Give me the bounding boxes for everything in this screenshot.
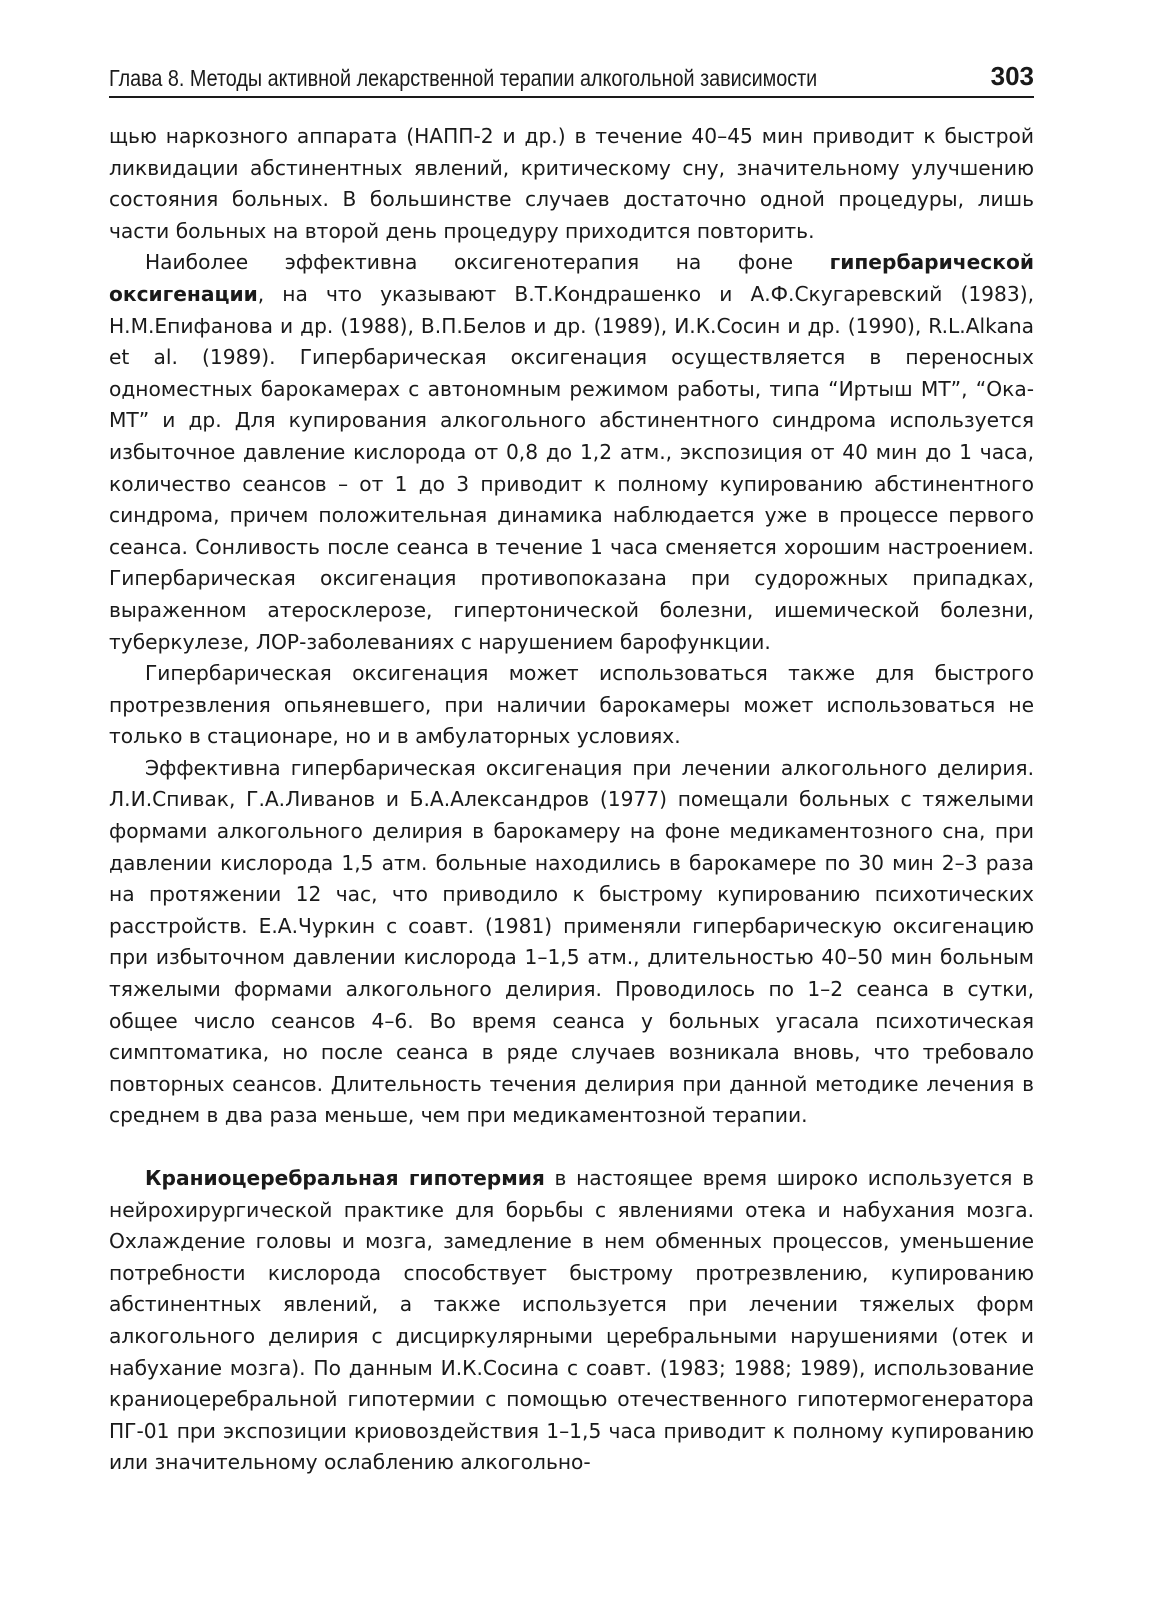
paragraph-sobering [109,658,1034,753]
term-craniocerebral-hypothermia: Краниоцеребральная гипотермия [145,1166,545,1190]
body-text [109,121,1034,1479]
page-number: 303 [990,61,1034,91]
term-hyperbaric-oxygenation: гипербарической оксигенации [109,250,1034,306]
paragraph-text: щью наркозного аппарата (НАПП-2 и др.) в течение 40–45 мин приводит к быстрой ликвидации абстинентных явлений, критическому сну, значительному улучшению состояния больных. В большинстве случаев достаточно одной процедуры, лишь части больных на второй день процедуру приходится повторить. [109,124,1034,243]
paragraph-lead: Наиболее эффективна оксигенотерапия на фоне [145,250,830,275]
chapter-title: Глава 8. Методы активной лекарственной терапии алкогольной зависимости [109,65,818,91]
paragraph-text: Эффективна гипербарическая оксигенация при лечении алкогольного делирия. Л.И.Спивак, Г.А.Ливанов и Б.А.Александров (1977) помещали больных с тяжелыми формами алкогольного делирия в барокамеру на фоне медикаментозного сна, при давлении кислорода 1,5 атм. больные находились в барокамере по 30 мин 2–3 раза на протяжении 12 час, что приводило к быстрому купированию психотических расстройств. Е.А.Чуркин с соавт. (1981) применяли гипербарическую оксигенацию при избыточном давлении кислорода 1–1,5 атм., длительностью 40–50 мин больным тяжелыми формами алкогольного делирия. Проводилось по 1–2 сеанса в сутки, общее число сеансов 4–6. Во время сеанса у больных угасала психотическая симптоматика, но после сеанса в ряде случаев возникала вновь, что требовало повторных сеансов. Длительность течения делирия при данной методике лечения в среднем в два раза меньше, чем при медикаментозной терапии. [109,755,1034,1128]
paragraph-craniocerebral-hypothermia [109,1163,1034,1479]
paragraph-hyperbaric-oxygenation [109,247,1034,658]
paragraph-text: , на что указывают В.Т.Кондрашенко и А.Ф.Скугаревский (1983), Н.М.Епифанова и др. (1988), В.П.Белов и др. (1989), И.К.Сосин и др. (1990), R.L.Alkana et al. (1989). Гипербарическая оксигенация осуществляется в переносных одноместных барокамерах с автономным режимом работы, типа “Иртыш МТ”, “Ока-МТ” и др. Для купирования алкогольного абстинентного синдрома используется избыточное давление кислорода от 0,8 до 1,2 атм., экспозиция от 40 мин до 1 часа, количество сеансов – от 1 до 3 приводит к полному купированию абстинентного синдрома, причем положительная динамика наблюдается уже в процессе первого сеанса. Сонливость после сеанса в течение 1 часа сменяется хорошим настроением. Гипербарическая оксигенация противопоказана при судорожных припадках, выраженном атеросклерозе, гипертонической болезни, ишемической болезни, туберкулезе, ЛОР-заболеваниях с нарушением барофункции. [109,281,1034,654]
paragraph-delirium-treatment [109,753,1034,1132]
paragraph-continued [109,121,1034,247]
paragraph-text: Гипербарическая оксигенация может использоваться также для быстрого протрезвления опьяневшего, при наличии барокамеры может использоваться не только в стационаре, но и в амбулаторных условиях. [109,661,1034,749]
running-header [109,58,1034,98]
paragraph-text: в настоящее время широко используется в нейрохирургической практике для борьбы с явлениями отека и набухания мозга. Охлаждение головы и мозга, замедление в нем обменных процессов, уменьшение потребности кислорода способствует быстрому протрезвлению, купированию абстинентных явлений, а также используется при лечении тяжелых форм алкогольного делирия с дисциркулярными церебральными нарушениями (отек и набухание мозга). По данным И.К.Сосина с соавт. (1983; 1988; 1989), использование краниоцеребральной гипотермии с помощью отечественного гипотермогенератора ПГ-01 при экспозиции криовоздействия 1–1,5 часа приводит к полному купированию или значительному ослаблению алкогольно- [109,1166,1034,1475]
